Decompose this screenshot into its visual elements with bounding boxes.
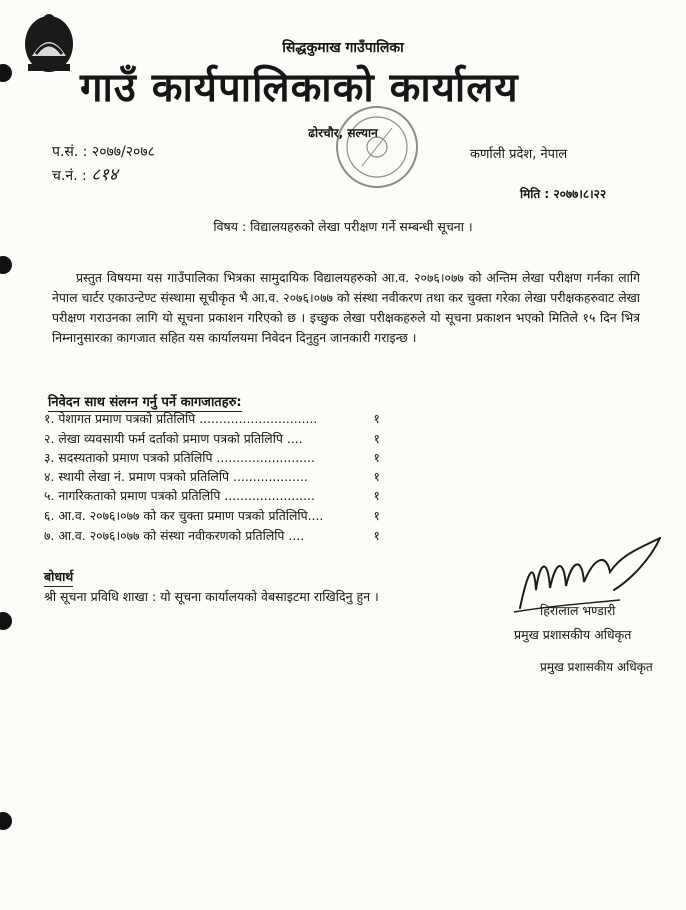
body-paragraph [52, 268, 640, 348]
enclosure-count: १ [373, 528, 380, 543]
enclosure-item [44, 527, 380, 544]
signer-title: प्रमुख प्रशासकीय अधिकृत [514, 627, 632, 642]
enclosure-item [44, 449, 380, 466]
enclosure-item [44, 507, 380, 524]
enclosure-count: १ [373, 431, 380, 446]
enclosure-text: ४. स्थायी लेखा नं. प्रमाण पत्रको प्रतिलिपि ................... [44, 469, 308, 484]
signer-title-repeat: प्रमुख प्रशासकीय अधिकृत [540, 660, 653, 674]
enclosure-text: ५. नागरिकताको प्रमाण पत्रको प्रतिलिपि ....................... [44, 488, 315, 503]
binder-hole [0, 612, 12, 630]
enclosure-text: ३. सदस्यताको प्रमाण पत्रको प्रतिलिपि ......................... [44, 450, 315, 465]
enclosure-text: १. पेशागत प्रमाण पत्रको प्रतिलिपि .............................. [44, 411, 318, 426]
body-text: प्रस्तुत विषयमा यस गाउँपालिका भित्रका सामुदायिक विद्यालयहरुको आ.व. २०७६।०७७ को अन्तिम लेखा परीक्षण गर्नका लागि नेपाल चार्टर एकाउन्टेण्ट संस्थामा सूचीकृत भै आ.व. २०७६।०७७ को संस्था नवीकरण तथा कर चुक्ता गरेका लेखा परीक्षकहरुवाट लेखा परीक्षण गराउनका लागि यो सूचना प्रकाशन गरिएको छ । इच्छुक लेखा परीक्षकहरुले यो सूचना प्रकाशन भएको मितिले १५ दिन भित्र निम्नानुसारका कागजात सहित यस कार्यालयमा निवेदन दिनुहुन जानकारी गराइन्छ । [52, 270, 640, 345]
enclosure-text: ७. आ.व. २०७६।०७७ को संस्था नवीकरणको प्रतिलिपि .... [44, 528, 305, 543]
province: कर्णाली प्रदेश, नेपाल [470, 147, 568, 162]
office-stamp-icon [334, 104, 420, 190]
enclosure-item [44, 410, 380, 427]
reference-number: प.सं. : २०७७/२०७८ [52, 144, 155, 160]
letter-date: मिति : २०७७।८।२२ [520, 187, 607, 201]
enclosure-count: १ [373, 508, 380, 523]
enclosure-count: १ [373, 469, 380, 484]
dispatch-number [52, 162, 118, 185]
enclosure-text: २. लेखा व्यवसायी फर्म दर्ताको प्रमाण पत्रको प्रतिलिपि .... [44, 431, 303, 446]
enclosure-item [44, 468, 380, 485]
enclosure-count: १ [373, 411, 380, 426]
fyi-heading: बोधार्थ [44, 568, 73, 587]
fyi-text: श्री सूचना प्रविधि शाखा : यो सूचना कार्यालयको वेबसाइटमा राखिदिनु हुन । [44, 589, 379, 604]
binder-hole [0, 64, 12, 82]
subject-line: विषय : विद्यालयहरुको लेखा परीक्षण गर्ने सम्बन्धी सूचना । [213, 219, 473, 234]
org-subtitle: सिद्धकुमाख गाउँपालिका [282, 40, 404, 56]
dispatch-value: ८१४ [91, 165, 118, 185]
enclosure-item [44, 487, 380, 504]
enclosure-count: १ [373, 488, 380, 503]
enclosures-heading: निवेदन साथ संलग्न गर्नु पर्ने कागजातहरु: [48, 392, 242, 412]
enclosure-text: ६. आ.व. २०७६।०७७ को कर चुक्ता प्रमाण पत्रको प्रतिलिपि.... [44, 508, 324, 523]
binder-hole [0, 256, 12, 274]
enclosure-count: १ [373, 450, 380, 465]
dispatch-label: च.नं. : [52, 168, 87, 184]
binder-hole [0, 812, 12, 830]
office-title: गाउँ कार्यपालिकाको कार्यालय [80, 65, 519, 111]
signer-name: हिरालाल भण्डारी [540, 603, 616, 618]
office-location: ढोरचौर, सल्यान [308, 126, 378, 140]
enclosure-item [44, 430, 380, 447]
